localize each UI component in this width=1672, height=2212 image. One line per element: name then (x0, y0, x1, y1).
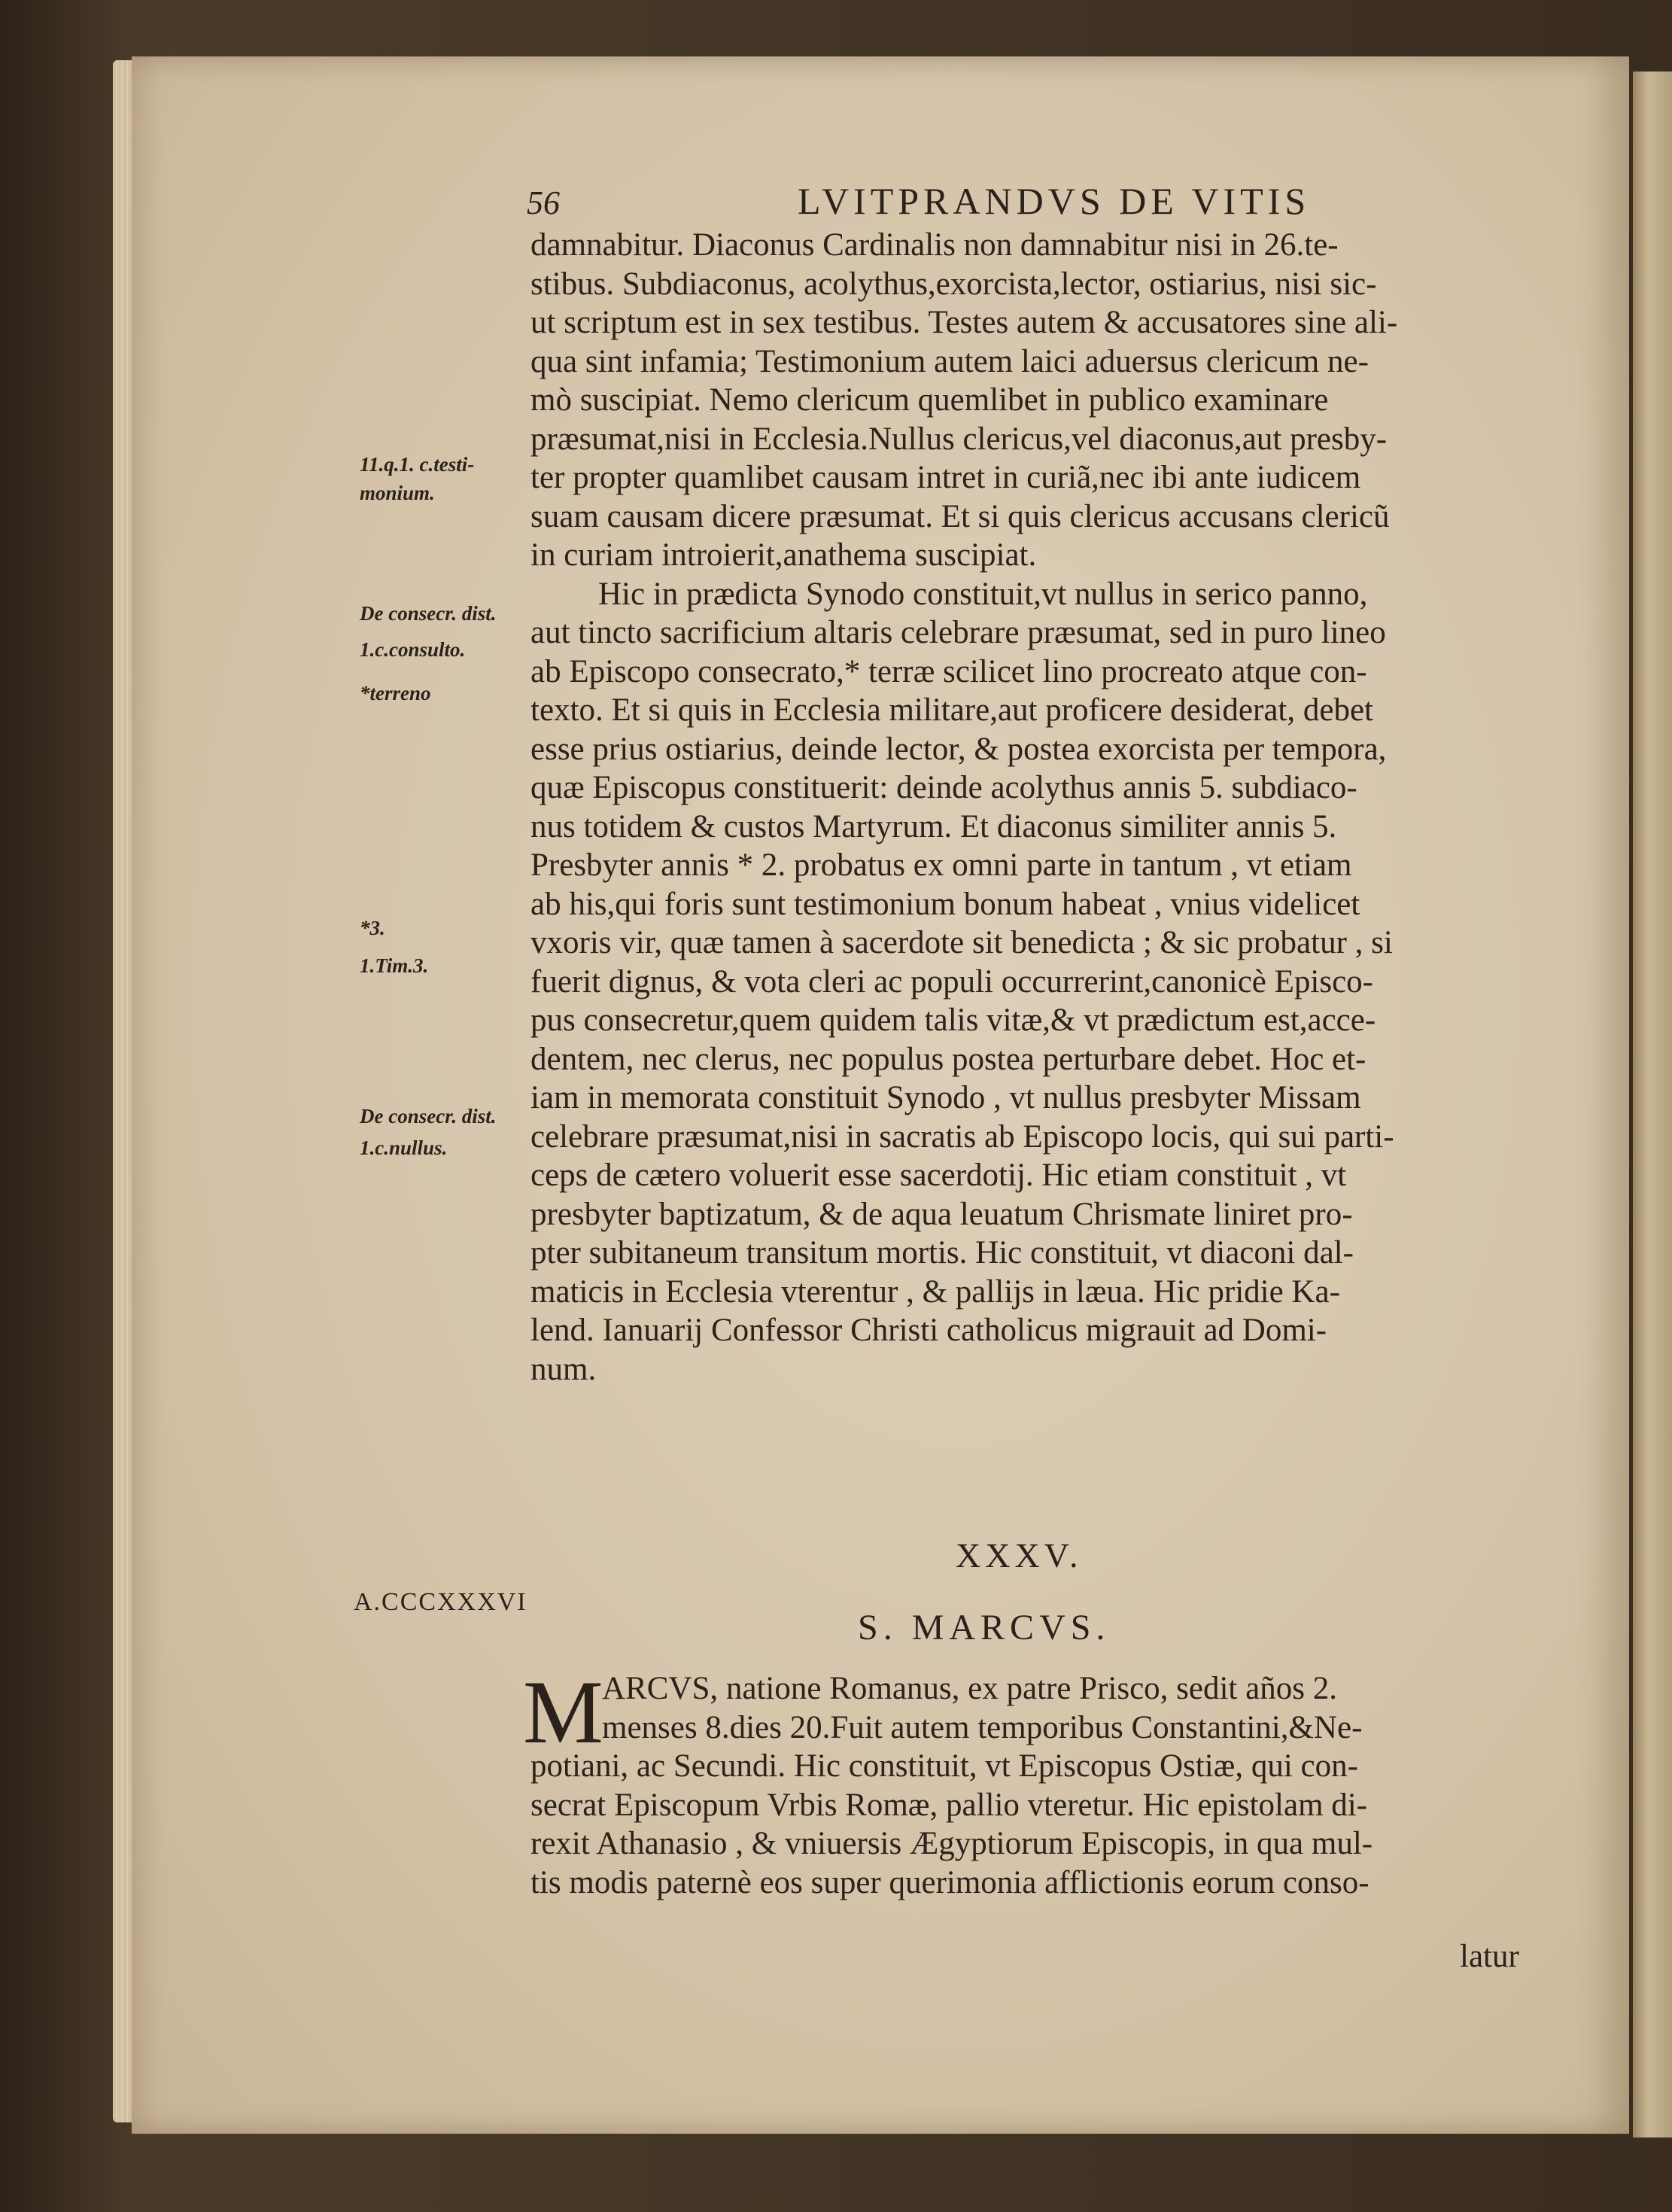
text-line: menses 8.dies 20.Fuit autem temporibus Constantini,&Ne- (602, 1709, 1363, 1745)
text-line: potiani, ac Secundi. Hic constituit, vt Episcopus Ostiæ, qui con- (530, 1748, 1358, 1784)
text-line: tis modis paternè eos super querimonia afflictionis eorum conso- (530, 1864, 1370, 1900)
margin-note: 1.Tim.3. (360, 954, 429, 977)
margin-note: monium. (360, 482, 435, 504)
page-number: 56 (527, 184, 560, 221)
page-header (527, 179, 1415, 232)
text-line: aut tincto sacrificium altaris celebrare præsumat, sed in puro lineo (530, 615, 1386, 650)
text-line: ab Episcopo consecrato,* terræ scilicet lino procreato atque con- (530, 653, 1367, 689)
text-line: esse prius ostiarius, deinde lector, & postea exorcista per tempora, (530, 731, 1387, 767)
running-title: LVITPRANDVS DE VITIS (798, 180, 1311, 222)
year-margin-note: A.CCCXXXVI (354, 1588, 527, 1616)
drop-capital: M (523, 1662, 603, 1762)
text-line: mò suscipiat. Nemo clericum quemlibet in publico examinare (530, 382, 1329, 418)
text-line: ter propter quamlibet causam intret in curiã,nec ibi ante iudicem (530, 460, 1361, 495)
main-text (530, 226, 1554, 1389)
text-line: fuerit dignus, & vota cleri ac populi occurrerint,canonicè Episco- (530, 963, 1373, 1000)
text-line: secrat Episcopum Vrbis Romæ, pallio vteretur. Hic epistolam di- (530, 1787, 1368, 1823)
text-line: ceps de cætero voluerit esse sacerdotij. Hic etiam constituit , vt (530, 1158, 1347, 1193)
text-line: nus totidem & custos Martyrum. Et diaconus similiter annis 5. (530, 808, 1337, 844)
facing-page-edge (1633, 72, 1672, 2137)
text-line: quæ Episcopus constituerit: deinde acolythus annis 5. subdiaco- (530, 770, 1357, 805)
text-line: lend. Ianuarij Confessor Christi catholicus migrauit ad Domi- (530, 1313, 1327, 1348)
catchword: latur (1460, 1939, 1519, 1974)
text-line: presbyter baptizatum, & de aqua leuatum Chrismate liniret pro- (530, 1196, 1353, 1232)
margin-note: De consecr. dist. (360, 1105, 497, 1127)
text-line: damnabitur. Diaconus Cardinalis non damnabitur nisi in 26.te- (530, 227, 1339, 263)
text-line: dentem, nec clerus, nec populus postea perturbare debet. Hoc et- (530, 1041, 1366, 1077)
text-line: in curiam introierit,anathema suscipiat. (530, 537, 1037, 573)
text-line: texto. Et si quis in Ecclesia militare,aut proficere desiderat, debet (530, 692, 1373, 728)
margin-note: 11.q.1. c.testi- (360, 453, 475, 476)
text-line: qua sint infamia; Testimonium autem laici aduersus clericum ne- (530, 343, 1369, 379)
text-line: Presbyter annis * 2. probatus ex omni parte in tantum , vt etiam (530, 847, 1352, 883)
section-text (530, 1669, 1554, 1902)
text-line: suam causam dicere præsumat. Et si quis clericus accusans clericũ (530, 498, 1390, 534)
text-line: num. (530, 1351, 597, 1387)
text-line: pter subitaneum transitum mortis. Hic constituit, vt diaconi dal- (530, 1235, 1354, 1270)
text-line: ut scriptum est in sex testibus. Testes autem & accusatores sine ali- (530, 305, 1398, 340)
text-line: stibus. Subdiaconus, acolythus,exorcista,lector, ostiarius, nisi sic- (530, 266, 1377, 302)
text-line: iam in memorata constituit Synodo , vt nullus presbyter Missam (530, 1080, 1361, 1115)
text-line: pus consecretur,quem quidem talis vitæ,& vt prædictum est,acce- (530, 1003, 1376, 1038)
text-line: vxoris vir, quæ tamen à sacerdote sit benedicta ; & sic probatur , si (530, 925, 1393, 960)
text-line: Hic in prædicta Synodo constituit,vt nullus in serico panno, (598, 576, 1368, 612)
section-title: S. MARCVS. (858, 1608, 1111, 1648)
margin-note: *3. (360, 917, 385, 939)
text-line: celebrare præsumat,nisi in sacratis ab Episcopo locis, qui sui parti- (530, 1118, 1394, 1155)
text-line: maticis in Ecclesia vterentur , & pallijs in læua. Hic pridie Ka- (530, 1273, 1340, 1310)
margin-note: De consecr. dist. (360, 602, 497, 625)
margin-note: 1.c.consulto. (360, 638, 466, 661)
text-line: præsumat,nisi in Ecclesia.Nullus clericus,vel diaconus,aut presby- (530, 421, 1388, 457)
margin-note: *terreno (360, 682, 431, 704)
text-line: ARCVS, natione Romanus, ex patre Prisco, sedit años 2. (602, 1671, 1337, 1706)
text-line: ab his,qui foris sunt testimonium bonum habeat , vnius videlicet (530, 886, 1360, 922)
text-line: rexit Athanasio , & vniuersis Ægyptiorum Episcopis, in qua mul- (530, 1826, 1373, 1861)
margin-note: 1.c.nullus. (360, 1136, 448, 1159)
section-number: XXXV. (956, 1536, 1083, 1575)
